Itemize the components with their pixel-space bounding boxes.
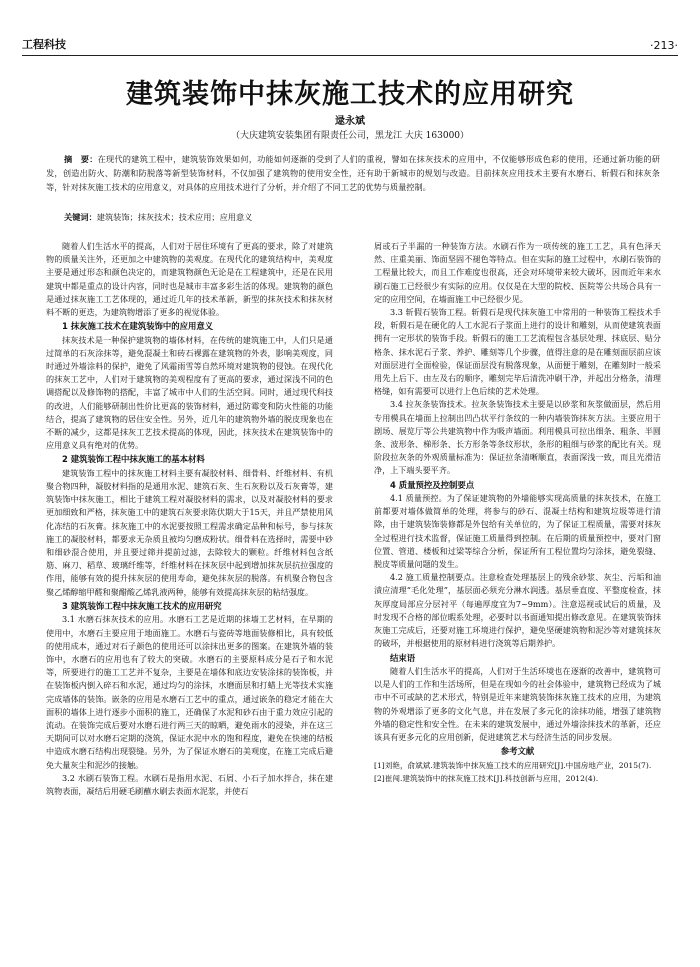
journal-section: 工程科技	[22, 38, 66, 51]
right-column	[374, 240, 661, 785]
reference-item: [1]刘艳，俞斌斌.建筑装饰中抹灰施工技术的应用研究[J].中国房地产业，2015(7).	[374, 760, 652, 770]
section-2-heading: 2 建筑装饰工程中抹灰施工的基本材料	[62, 454, 205, 465]
conclusion-heading: 结束语	[390, 652, 416, 663]
author-name: 逯永斌	[335, 116, 365, 127]
section-3-3-paragraph: 3.3 斩假石装饰工程。斩假石是现代抹灰施工中常用的一种装饰工程技术手段，斩假石是在硬化的人工水泥石子浆面上进行的设计和雕刻，从而使建筑表面拥有一定形状的装饰手段。斩假石的施工工艺流程包含基层处理、抹底层、贴分格条、抹水泥石子浆、养护、雕刻等几个步骤，值得注意的是在雕刻面层前应该对面层进行全面检验，保证面层没有脱落现象，从面便于雕刻，在雕刻时一般采用先上后下、由左及右的顺序，雕刻完毕后清洗冲刷干净，并起出分格条，清理格缝，如有需要可以进行上色后续的艺术处理。	[374, 307, 661, 397]
article-title: 建筑装饰中抹灰施工技术的应用研究	[126, 79, 574, 110]
section-4-2-paragraph: 4.2 施工质量控制要点。注意检查处理基层上的残余砂浆、灰尘、污垢和油渍应清理“毛化处理”，基层面必须充分淋水润透。基层垂直度、平整度检查，抹灰厚度局部应分层衬平（每遍厚度宜为7~9mm）。注意巡视或试后的质量，及时发现不合格的部位暇系处理，必要时以书面通知提出修改意见。在建筑装饰抹灰施工完成后，还要对施工环境进行保护，避免坚硬建筑物和泥沙等对建筑抹灰的破坏，并根据使用的原材料进行浇筑等后期养护。	[374, 572, 661, 649]
abstract	[46, 152, 660, 194]
section-3-2-paragraph: 3.2 水刷石装饰工程。水刷石是指用水泥、石屑、小石子加水拌合，抹在建筑物表面，凝结后用硬毛刷蘸水刷去表面水泥浆，并使石	[46, 772, 333, 796]
reference-item: [2]崔闯.建筑装饰中的抹灰施工技术[J].科技创新与应用，2012(4).	[374, 773, 599, 783]
keywords-label: 关键词：	[64, 212, 97, 222]
intro-paragraph: 随着人们生活水平的提高，人们对于居住环境有了更高的要求，除了对建筑物的质量关注外，还更加之中建筑物的美观度。在现代化的建筑结构中，美观度主要是通过形态和颜色决定的，而建筑物颜色无论是在工程建筑中，还是在民用建筑中都是重点的设计内容，同时也是城市丰富多彩生活的体现。建筑物的颜色是通过抹灰施工工艺体现的，通过近几年的技术革新，新型的抹灰技术和抹灰材料不断的更迭，为建筑物增添了更多的视觉体验。	[46, 241, 333, 318]
section-4-heading: 4 质量预控及控制要点	[390, 479, 475, 490]
abstract-text: 在现代的建筑工程中，建筑装饰效果如何，功能如何逐渐的受到了人们的重视，譬如在抹灰技术的应用中，不仅能够形成色彩的使用，还通过新功能的研发，创造出防火、防潮和防脱落等新型装饰材料，不仅加强了建筑物的使用安全性，还有助于新城市的规划与改造。目前抹灰应用技术主要有水磨石、斩假石和抹灰条等，针对抹灰施工技术的应用意义，对具体的应用技术进行了分析，并介绍了不同工艺的优势与质量控制。	[46, 154, 660, 192]
page-number: ·213·	[650, 39, 678, 52]
section-4-1-paragraph: 4.1 质量预控。为了保证建筑物的外墙能够实现高质量的抹灰技术，在施工前都要对墙体做简单的处理，将参与的砂石、混凝土结构和建筑垃圾等进行清除，由于建筑装饰装修都是外包给有关单位的，为了保证工程质量，需要对抹灰全过程进行技术监督，保证施工质量得到控制。在后期的质量预控中，要对门窗位置、管道、楼板和过梁等综合分析，保证所有工程位置均匀涂抹，避免裂缝、脱皮等质量问题的发生。	[374, 493, 661, 570]
section-3-2-continued: 屑或石子半漏的一种装饰方法。水刷石作为一项传统的施工工艺，具有色泽天然、庄重美丽、饰面坚固不褪色等特点。但在实际的施工过程中，水刷石装饰的工程量比较大，而且工作难度也很高，还会对环境带来较大破坏，因而近年来水刷石施工已经很少有实际的应用。仅仅是在大型的院校、医院等公共场合具有一定的应用空间，在墙面施工中已经很少见。	[374, 241, 661, 304]
author-affiliation: （大庆建筑安装集团有限责任公司，黑龙江 大庆 163000）	[230, 131, 470, 141]
section-1-paragraph: 抹灰技术是一种保护建筑物的墙体材料，在传统的建筑施工中，人们只是通过简单的石灰涂抹等，避免混凝土和砖石裸露在建筑物的外表，影响美观度，同时通过外墙涂料的保护，避免了风霜雨雪等自然环境对建筑物的侵蚀。在现代化的抹灰工艺中，人们对于建筑物的美观程度有了更高的要求，通过深浅不同的色调搭配以及修饰物的搭配，丰富了城市中人们的生活空间。同时，通过现代科技的改进，人们能够研制出性价比更高的装饰材料，通过防霉变和防火性能的功能结合，提高了建筑物的居住安全性。另外，近几年的建筑物外墙的脱皮现象也在不断的减少，这都是抹灰工艺技术提高的体现，因此，抹灰技术在建筑装饰中的应用意义具有绝对的优势。	[46, 334, 333, 451]
header-rule	[22, 55, 678, 56]
abstract-label: 摘 要：	[64, 154, 98, 164]
keywords-text: 建筑装饰；抹灰技术；技术应用；应用意义	[96, 212, 253, 222]
running-header	[22, 36, 678, 52]
conclusion-paragraph: 随着人们生活水平的提高，人们对于生活环境也在逐渐的改善中，建筑物可以是人们的工作和生活场所，但是在现如今的社会体验中，建筑物已经成为了城市中不可或缺的艺术形式，特别是近年来建筑装饰抹灰施工技术的应用，为建筑物的外观增添了更多的文化气息，并在发展了多元化的涂抹功能，增强了建筑物外墙的稳定性和安全性。在未来的建筑发展中，通过外墙涂抹技术的革新，还应该具有更多元化的应用创新，促进建筑艺术与经济生活的同步发展。	[374, 665, 661, 742]
keywords	[46, 210, 660, 224]
section-3-1-paragraph: 3.1 水磨石抹灰技术的应用。水磨石工艺是近期的抹墙工艺材料，在早期的使用中，水磨石主要应用于地面施工。水磨石与瓷砖等地面装修相比，具有较低的使用成本，通过对石子颜色的使用还可以涂抹出更多的图案。在建筑外墙的装饰中，水磨石的应用也有了较大的突破。水磨石的主要原料成分是石子和水泥等，所要进行的施工工艺并不复杂，主要是在墙体和底边安装涂抹的装饰板，并在装饰板内倒入碎石和水泥，通过均匀的涂抹，水磨面层和打蜡上光等技术实施完成墙体的装饰。嵌条的应用是水磨石工艺中的重点，通过嵌条的稳定才能在大面积的墙体上进行逐步小面积的施工，还确保了水泥和砂石由于重力效应引起的流动。在装饰完成后要对水磨石进行两三天的晾晒，避免雨水的浸染，并在这三天期间可以对水磨石定期的浇筑，保证水泥中水的饱和程度，避免在快速的结板中造成水磨石结构出现裂缝。另外，为了保证水磨石的美观度，在施工完成后避免大量灰尘和泥沙的接触。	[46, 614, 333, 770]
section-2-paragraph: 建筑装饰工程中的抹灰施工材料主要有凝胶材料、细骨料、纤维材料、有机聚合物四种，凝胶材料指的是通用水泥、建筑石灰、生石灰粉以及石灰膏等，建筑装饰中抹灰施工，相比于建筑工程对凝胶材料的需求，以及对凝胶材料的要求更加细致和严格，抹灰施工中的建筑石灰要求陈伏期大于15天，并且严禁使用风化冻结的石灰膏。抹灰施工中的水泥要按照工程需求确定品种和标号，参与抹灰施工的凝胶材料，都要求无杂质且被均匀磨成粉状。细骨料在选择时，需要中砂和细砂混合使用，并且要过筛并提前过滤，去除较大的颗粒。纤维材料包含纸筋、麻刀、稻草、玻璃纤维等，纤维材料在抹灰层中起到增加抹灰层抗拉强度的作用，能够有效的提升抹灰层的使用寿命，避免抹灰层的脱落。有机聚合物包含聚乙烯醇缩甲醛和聚醋酸乙烯乳液两种，能够有效提高抹灰层的粘结强度。	[46, 467, 333, 597]
section-3-heading: 3 建筑装饰工程中抹灰施工技术的应用研究	[62, 600, 222, 611]
left-column	[46, 240, 333, 798]
section-3-4-paragraph: 3.4 拉灰条装饰技术。拉灰条装饰技术主要是以砂浆和灰浆做面层，然后用专用模具在墙面上拉制出凹凸状平行条纹的一种内墙装饰抹灰方法。主要应用于剧场、展览厅等公共建筑物中作为吸声墙面。利用模具可拉出细条、粗条、半圆条、波形条、梯形条、长方形条等条纹形状，条形的粗细与砂浆的配比有关。现阶段拉灰条的外观质量标准为：保证拉条清晰顺直，表面深浅一致，而且光滑洁净，上下端头要平齐。	[374, 399, 661, 476]
section-1-heading: 1 抹灰施工技术在建筑装饰中的应用意义	[62, 321, 214, 332]
references-heading: 参考文献	[500, 746, 535, 757]
